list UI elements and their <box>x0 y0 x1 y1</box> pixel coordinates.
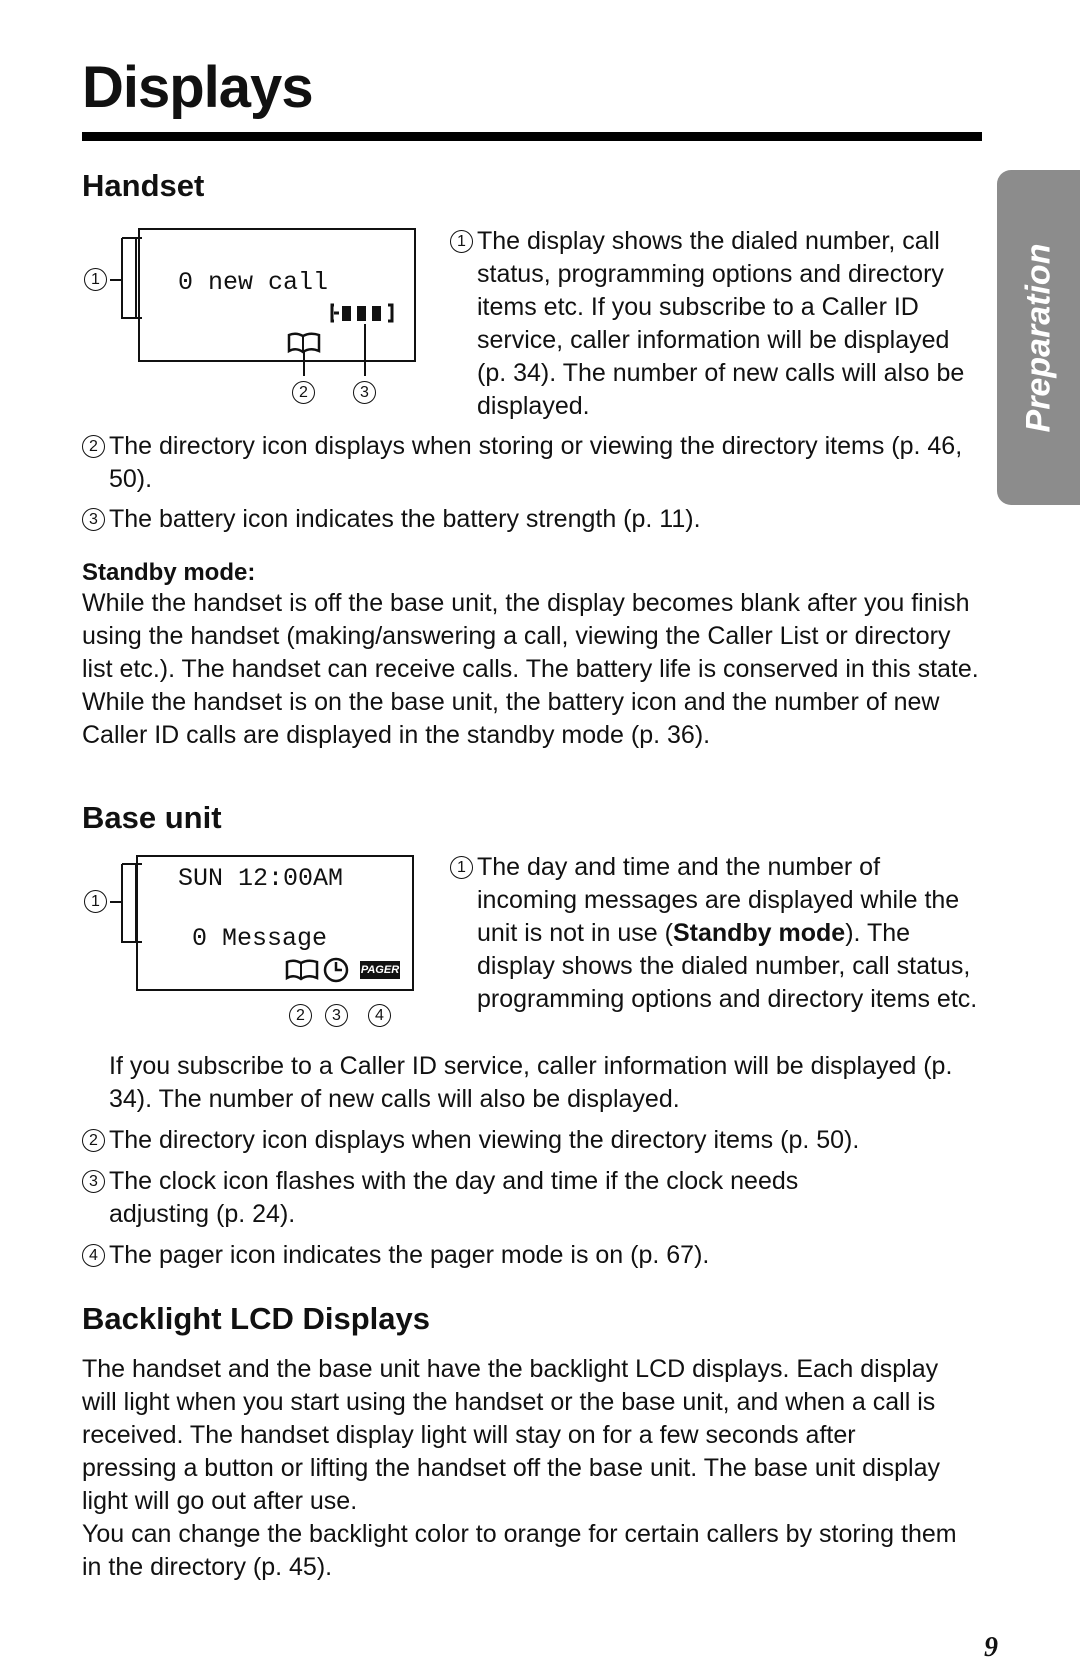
item-text-pre: The day and time and the number of incoming messages are displayed while the unit is not in use ( <box>477 853 960 947</box>
pager-icon-label: PAGER <box>360 964 400 976</box>
base-item-2 <box>82 1124 982 1157</box>
item-text: The clock icon flashes with the day and time if the clock needs adjusting (p. 24). <box>109 1167 799 1228</box>
handset-callout-1: 1 <box>84 268 107 291</box>
item-number: 1 <box>450 230 473 253</box>
item-text: The pager icon indicates the pager mode is on (p. 67). <box>109 1241 710 1269</box>
item-text: The directory icon displays when storing or viewing the directory items (p. 46, 50). <box>109 432 963 493</box>
base-lcd-diagram <box>78 850 418 1040</box>
handset-item-2 <box>82 430 982 496</box>
item-text: The display shows the dialed number, call status, programming options and directory items etc. If you subscribe to a Caller ID service, caller information will be displayed (p. 34). The number of new calls will also be displayed. <box>477 227 965 420</box>
base-lcd-line2: 0 Message <box>192 924 328 953</box>
base-callout-4: 4 <box>368 1004 391 1027</box>
item-text-bold: Standby mode <box>672 919 846 947</box>
handset-lcd-line1: 0 new call <box>178 268 329 297</box>
section-side-tab <box>997 170 1080 505</box>
page-title: Displays <box>82 55 313 120</box>
base-callout-1: 1 <box>84 890 107 913</box>
standby-heading: Standby mode: <box>82 559 256 586</box>
clock-icon <box>322 956 350 984</box>
item-number: 1 <box>450 856 473 879</box>
battery-icon <box>330 300 400 326</box>
item-text <box>450 851 980 1016</box>
backlight-para-2: You can change the backlight color to orange for certain callers by storing them in the directory (p. 45). <box>82 1520 957 1581</box>
base-item-4 <box>82 1239 982 1272</box>
pager-icon <box>360 961 400 979</box>
handset-callout-2: 2 <box>292 381 315 404</box>
base-unit-heading: Base unit <box>82 800 222 835</box>
backlight-para-1: The handset and the base unit have the backlight LCD displays. Each display will light when you start using the handset or the base unit, and when a call is received. The handset display light will stay on for a few seconds after pressing a button or lifting the handset off the base unit. The base unit display light will go out after use. <box>82 1355 940 1515</box>
base-item-3 <box>82 1165 902 1231</box>
base-item-1-continued: If you subscribe to a Caller ID service, caller information will be displayed (p. 34). The number of new calls will also be displayed. <box>109 1052 953 1113</box>
item-text: The directory icon displays when viewing the directory items (p. 50). <box>109 1126 860 1154</box>
item-number: 2 <box>82 435 105 458</box>
handset-lcd-diagram <box>78 228 418 413</box>
base-lcd-line1: SUN 12:00AM <box>178 864 344 893</box>
backlight-heading: Backlight LCD Displays <box>82 1301 430 1336</box>
handset-heading: Handset <box>82 168 205 203</box>
base-directory-book-icon <box>284 958 320 982</box>
item-text-post: ). The display shows the dialed number, call status, programming options and directory items etc. <box>477 919 978 1013</box>
base-callout-lines <box>78 850 418 1040</box>
standby-text: While the handset is off the base unit, the display becomes blank after you finish using the handset (making/answering a call, viewing the Caller List or directory list etc.). The handset can receive calls. The battery life is conserved in this state. While the handset is on the base unit, the battery icon and the number of new Caller ID calls are displayed in the standby mode (p. 36). <box>82 589 979 749</box>
item-number: 3 <box>82 1170 105 1193</box>
item-number: 2 <box>82 1129 105 1152</box>
page-number: 9 <box>984 1632 998 1663</box>
item-text: The battery icon indicates the battery strength (p. 11). <box>109 505 701 533</box>
handset-callout-3: 3 <box>353 381 376 404</box>
side-tab-label: Preparation <box>1019 243 1057 432</box>
base-callout-2: 2 <box>289 1004 312 1027</box>
item-number: 3 <box>82 508 105 531</box>
base-item-1 <box>450 851 980 1016</box>
item-number: 4 <box>82 1244 105 1267</box>
handset-item-3 <box>82 503 982 536</box>
base-callout-3: 3 <box>325 1004 348 1027</box>
handset-item-1 <box>450 225 980 423</box>
title-rule <box>82 132 982 141</box>
directory-book-icon <box>286 331 322 355</box>
